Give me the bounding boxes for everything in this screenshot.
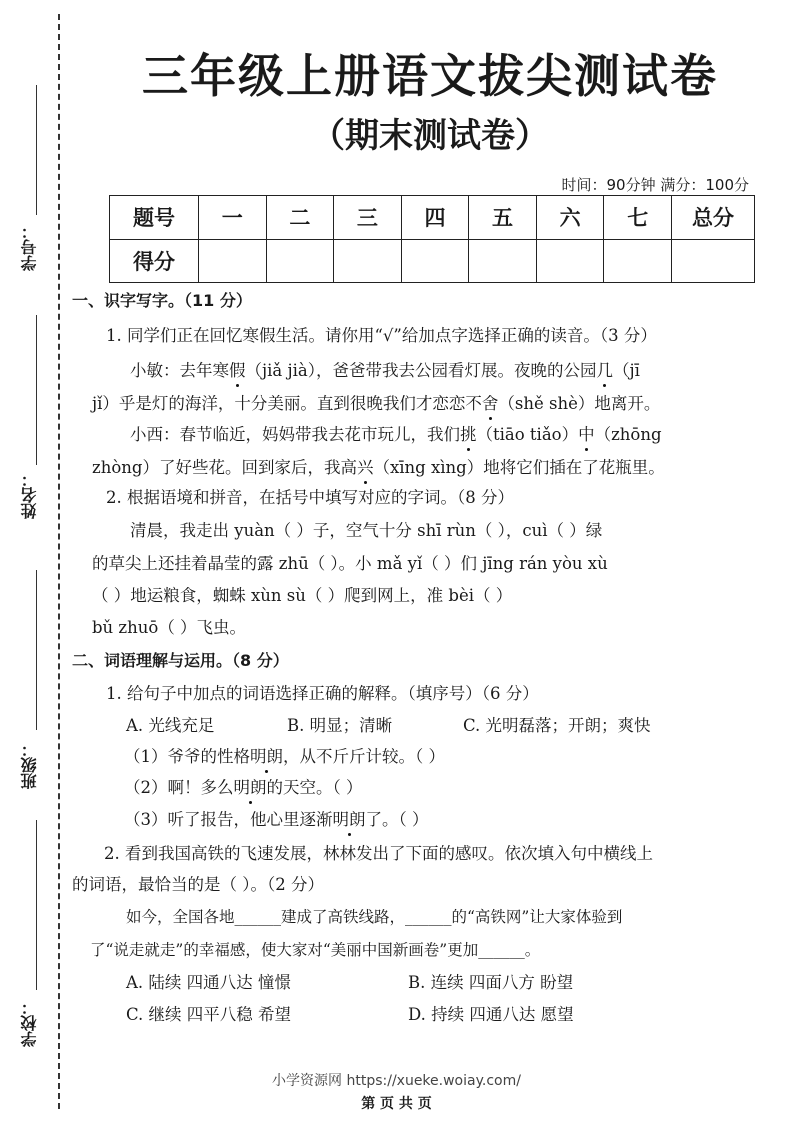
sentence-line [124,777,363,799]
score-header-cell: 总分 [672,196,755,240]
score-cell[interactable] [266,239,334,283]
passage-text: 小西：春节临近，妈妈带我去花市玩儿，我们 [130,425,460,444]
question-prompt: 的词语，最恰当的是（ ）。（2 分） [72,875,324,894]
sentence-text: （1）爷爷的性格 [124,747,250,766]
score-header-cell: 五 [469,196,537,240]
score-table-header-row [110,196,755,240]
sentence-text: （3）听了报告，他心里逐渐 [124,810,333,829]
footer-source: 小学资源网 https://xueke.woiay.com/ [272,1073,521,1089]
score-cell[interactable] [401,239,469,283]
score-header-cell: 四 [401,196,469,240]
sentence-line [124,746,445,768]
sentence-text: （2）啊！多么 [124,778,234,797]
exam-meta: 时间：90分钟 满分：100分 [561,176,749,194]
score-cell[interactable] [199,239,267,283]
score-cell[interactable] [536,239,604,283]
score-cell[interactable] [334,239,402,283]
passage-text: 小敏：去年寒 [130,361,229,380]
page-subtitle: （期末测试卷） [311,116,549,156]
question-prompt: 1. 同学们正在回忆寒假生活。请你用“√”给加点字选择正确的读音。（3 分） [106,326,657,345]
school-line [36,820,37,990]
school-label: 学校： [20,999,39,1047]
score-header-cell: 三 [334,196,402,240]
passage-text: （shě shè）地离开。 [498,394,661,413]
option: C. 光明磊落；开朗；爽快 [463,716,651,735]
score-cell[interactable] [672,239,755,283]
passage-line [92,393,660,415]
option: D. 持续 四通八达 愿望 [408,1005,574,1024]
name-line [36,315,37,465]
sentence-text: ，从不斤斤计较。（ ） [283,747,445,766]
score-header-cell: 一 [199,196,267,240]
score-header-cell: 六 [536,196,604,240]
passage-line [92,457,665,479]
passage-line: 如今，全国各地______建成了高铁线路，______的“高铁网”让大家体验到 [126,908,623,926]
passage-line [130,424,662,446]
dotted-char: 中 [578,425,595,444]
student-id-line [36,85,37,215]
class-label: 班级： [20,741,39,789]
passage-text: （tiāo tiǎo） [476,425,579,444]
question-prompt: 1. 给句子中加点的词语选择正确的解释。（填序号）（6 分） [106,684,539,703]
dotted-char: 挑 [460,425,477,444]
section-heading: 二、词语理解与运用。（8 分） [72,651,289,670]
fill-line: bǔ zhuō（ ）飞虫。 [92,618,247,637]
score-header-cell: 七 [604,196,672,240]
page-title: 三年级上册语文拔尖测试卷 [142,49,718,103]
passage-line [130,360,640,382]
dotted-char: 兴 [356,458,374,477]
dotted-word: 明朗 [233,778,267,797]
passage-text: （xīng xìng）地将它们插在了花瓶里。 [373,458,665,477]
passage-text: zhòng）了好些花。回到家后，我高 [92,458,357,477]
dotted-char: 几 [596,361,613,380]
option: B. 明显；清晰 [287,716,393,735]
passage-text: （jī [612,361,640,380]
score-header-cell: 题号 [110,196,199,240]
passage-text: jǐ）乎是灯的海洋，十分美丽。直到很晚我们才恋恋不 [92,394,482,413]
class-line [36,570,37,730]
dotted-char: 假 [229,361,246,380]
score-header-cell: 二 [266,196,334,240]
fill-line: 清晨，我走出 yuàn（ ）子，空气十分 shī rùn（ ），cuì（ ）绿 [130,521,603,540]
option: A. 陆续 四通八达 憧憬 [126,973,291,992]
option: B. 连续 四面八方 盼望 [408,973,574,992]
binding-dashed-line [58,14,60,1109]
dotted-word: 明朗 [250,747,283,766]
passage-text: （jiǎ jià），爸爸带我去公园看灯展。夜晚的公园 [245,361,597,380]
passage-line: 了“说走就走”的幸福感，使大家对“美丽中国新画卷”更加______。 [90,941,541,959]
sentence-text: 的天空。（ ） [266,778,363,797]
section-heading: 一、识字写字。（11 分） [72,291,252,310]
score-table-score-row [110,239,755,283]
score-cell[interactable] [469,239,537,283]
name-label: 姓名： [20,471,39,519]
dotted-char: 舍 [481,394,499,413]
question-prompt: 2. 看到我国高铁的飞速发展，林林发出了下面的感叹。依次填入句中横线上 [104,844,653,863]
fill-line: 的草尖上还挂着晶莹的露 zhū（ ）。小 mǎ yǐ（ ）们 jīng rán yòu xù [92,554,608,573]
option: A. 光线充足 [126,716,215,735]
score-table [109,195,755,283]
option: C. 继续 四平八稳 希望 [126,1005,292,1024]
sentence-text: 了。（ ） [365,810,429,829]
fill-line: （ ）地运粮食，蜘蛛 xùn sù（ ）爬到网上，准 bèi（ ） [92,586,513,605]
sentence-line [124,809,429,831]
score-row-label: 得分 [110,239,199,283]
passage-text: （zhōng [594,425,662,444]
question-prompt: 2. 根据语境和拼音，在括号中填写对应的字词。（8 分） [106,488,514,507]
dotted-word: 明朗 [332,810,366,829]
page-number: 第 页 共 页 [361,1096,432,1112]
student-id-label: 学号： [20,223,39,271]
score-cell[interactable] [604,239,672,283]
